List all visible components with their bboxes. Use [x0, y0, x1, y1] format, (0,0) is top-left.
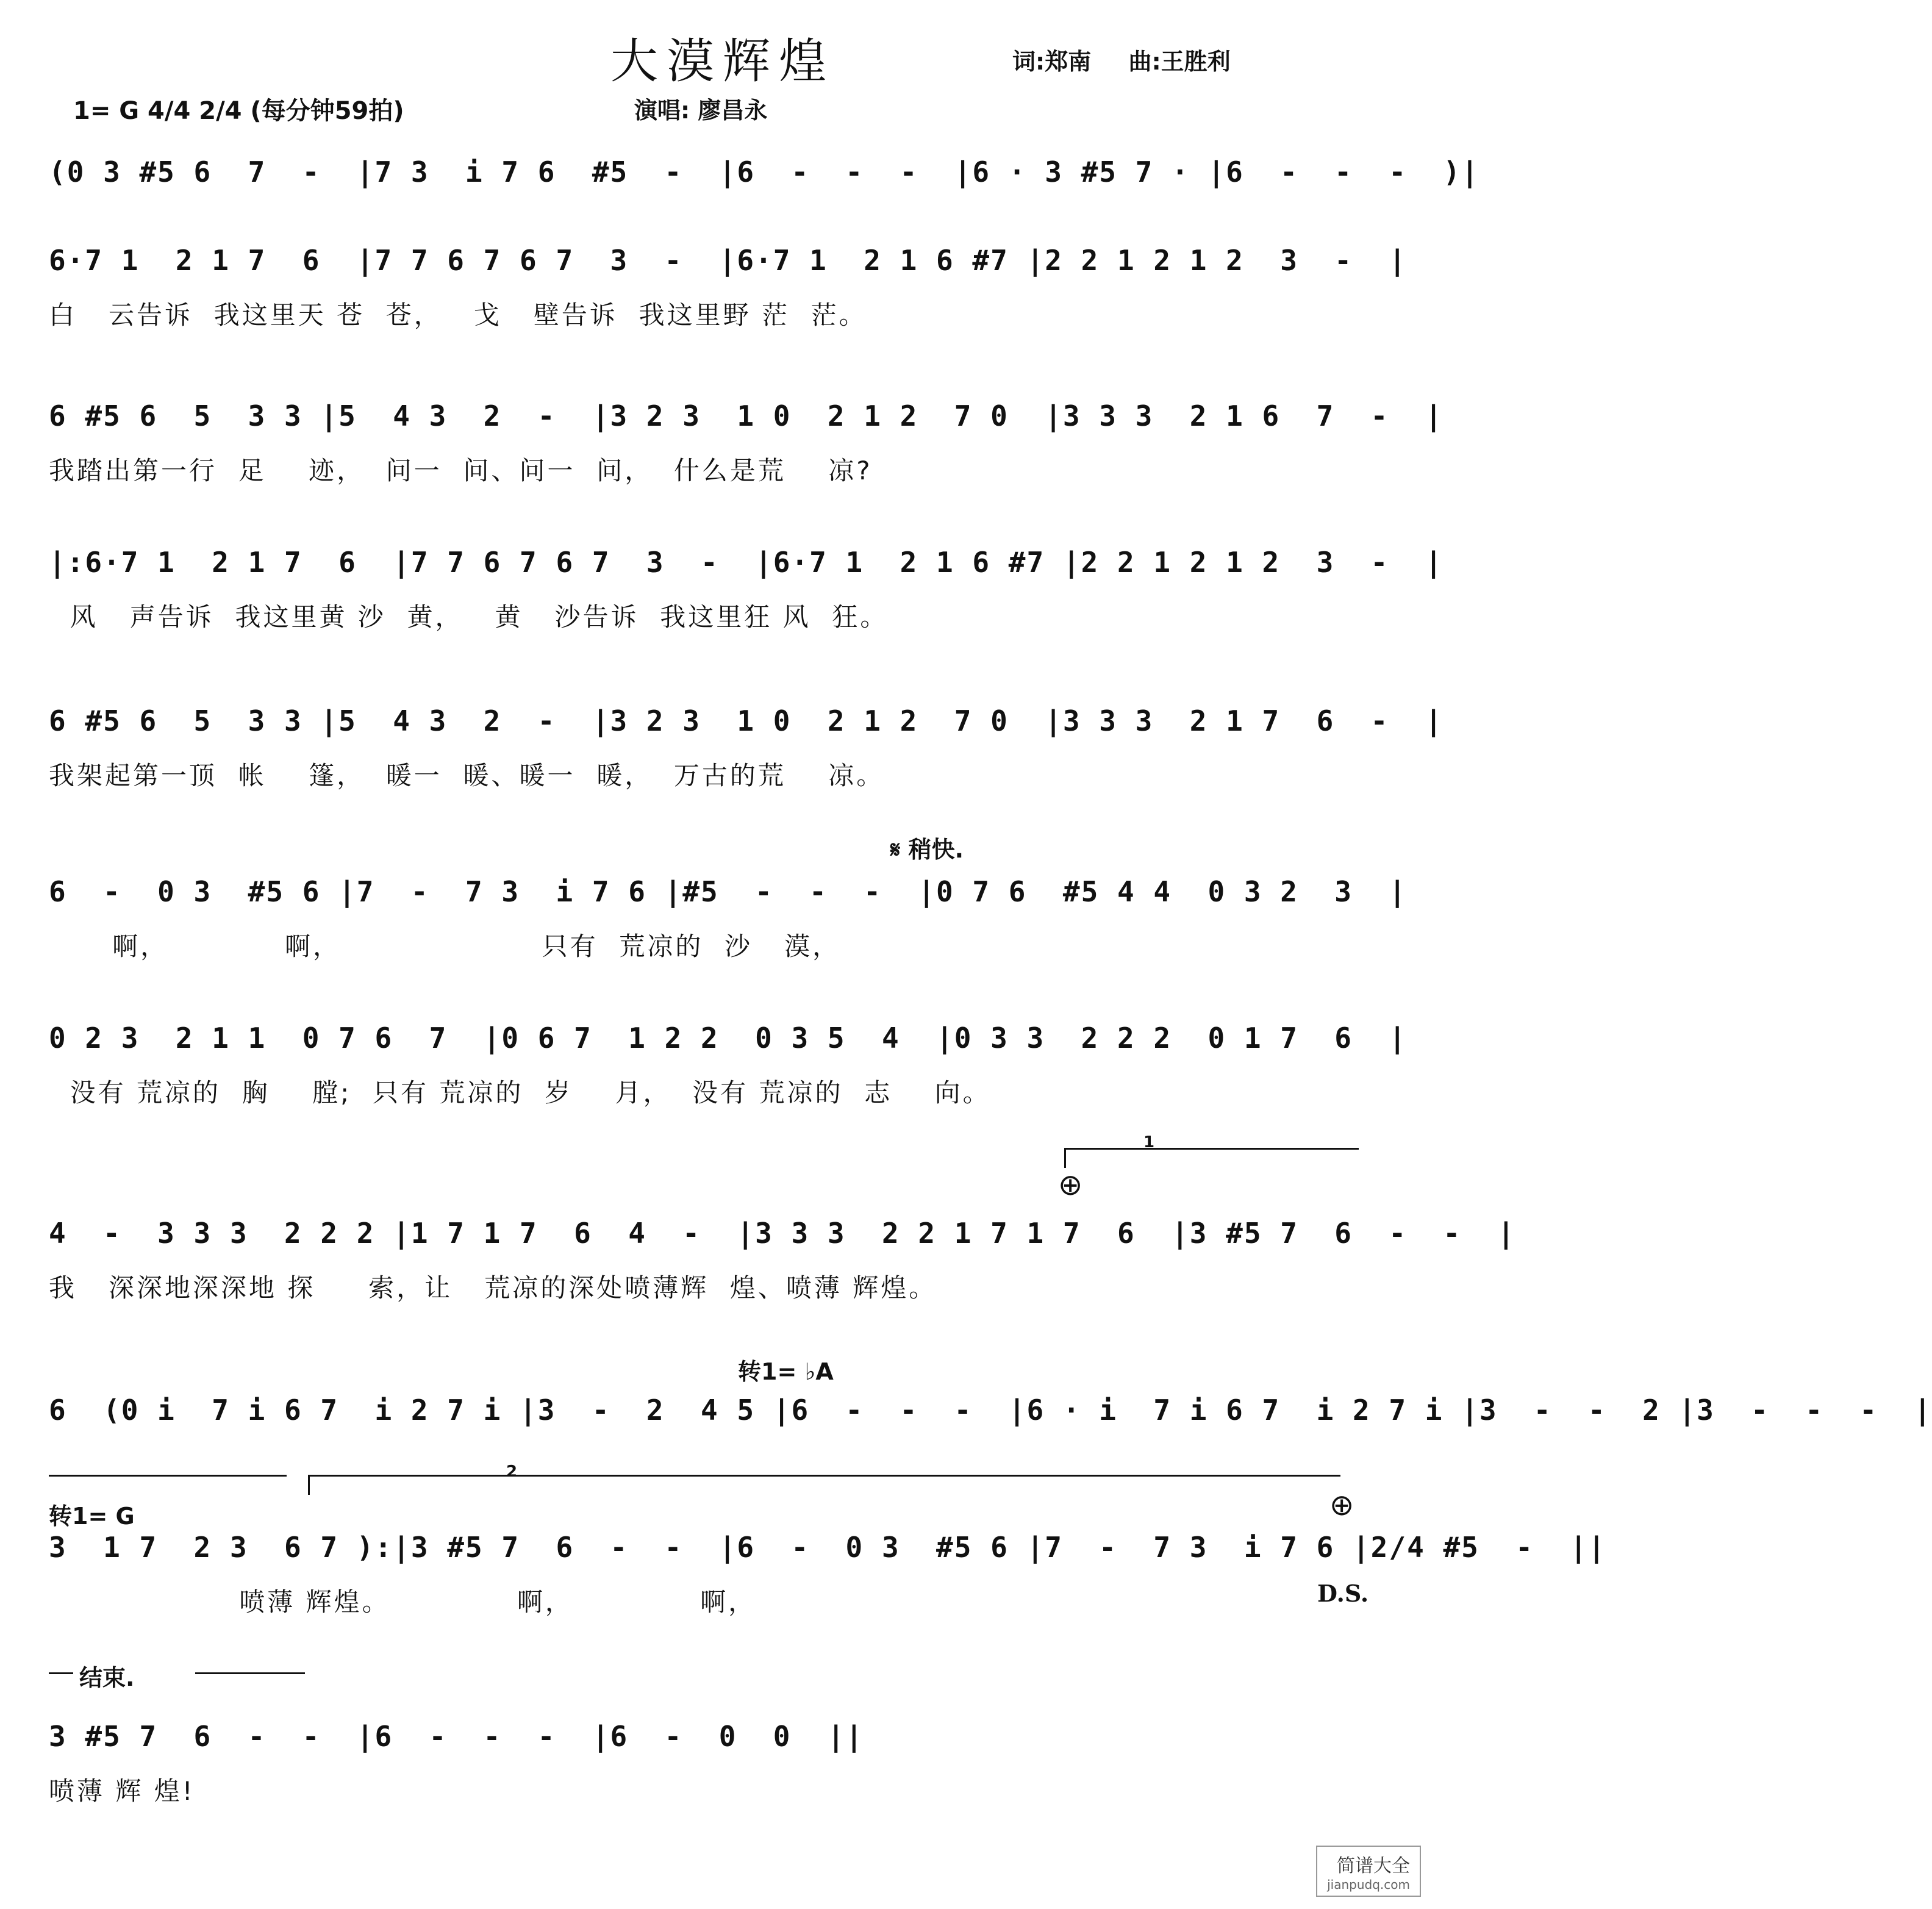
score-row-9 — [49, 1531, 1606, 1619]
notes: 6 - 0 3 #5 6 |7 - 7 3 i 7 6 |#5 - - - |0 7 6 #5 4 4 0 3 2 3 | — [49, 875, 1408, 908]
volta-2-bracket — [308, 1475, 1340, 1495]
key-tempo: 1= G 4/4 2/4 (每分钟59拍) — [73, 97, 404, 125]
lyrics: 我架起第一顶 帐 篷， 暖一 暖、暖一 暖， 万古的荒 凉。 — [49, 761, 885, 790]
coda-icon: ⊕ — [1058, 1168, 1083, 1202]
ending-label: 结束. — [79, 1664, 135, 1691]
score-row-4 — [49, 704, 1444, 792]
score-row-6 — [49, 1022, 1408, 1109]
score-row-3 — [49, 546, 1444, 634]
lyrics: 风 声告诉 我这里黄 沙 黄， 黄 沙告诉 我这里狂 风 狂。 — [49, 602, 889, 632]
notes: 6 (0 i 7 i 6 7 i 2 7 i |3 - 2 4 5 |6 - - - |6 · i 7 i 6 7 i 2 7 i |3 - - 2 |3 - - - | — [49, 1394, 1932, 1427]
volta-1-label: 1 — [1143, 1133, 1155, 1151]
score-row-7 — [49, 1217, 1516, 1305]
lyrics: 啊， 啊， 只有 荒凉的 沙 漠， — [49, 931, 841, 961]
notes: 6·7 1 2 1 7 6 |7 7 6 7 6 7 3 - |6·7 1 2 1 6 #7 |2 2 1 2 1 2 3 - | — [49, 244, 1408, 277]
credits — [1012, 43, 1260, 76]
score-row-8 — [49, 1394, 1932, 1427]
tempo-change: 稍快. — [908, 836, 964, 863]
score-row-2 — [49, 399, 1444, 487]
score-row-1 — [49, 244, 1408, 332]
notes: 3 #5 7 6 - - |6 - - - |6 - 0 0 || — [49, 1720, 864, 1753]
notes: 4 - 3 3 3 2 2 2 |1 7 1 7 6 4 - |3 3 3 2 2 1 7 1 7 6 |3 #5 7 6 - - | — [49, 1217, 1516, 1250]
watermark-logo — [1316, 1846, 1421, 1897]
song-title: 大漠辉煌 — [610, 34, 835, 89]
modulation-ab: 转1= ♭A — [738, 1358, 834, 1385]
ending-bracket-left — [49, 1672, 73, 1674]
composer: 曲:王胜利 — [1128, 48, 1231, 75]
score-row-intro — [49, 156, 1479, 188]
lyrics: 白 云告诉 我这里天 苍 苍， 戈 壁告诉 我这里野 茫 茫。 — [49, 300, 867, 330]
notes: 0 2 3 2 1 1 0 7 6 7 |0 6 7 1 2 2 0 3 5 4 |0 3 3 2 2 2 0 1 7 6 | — [49, 1022, 1408, 1055]
coda-icon-2: ⊕ — [1329, 1488, 1354, 1522]
lyrics: 我 深深地深深地 探 索，让 荒凉的深处喷薄辉 煌、喷薄 辉煌。 — [49, 1273, 937, 1303]
notes: |:6·7 1 2 1 7 6 |7 7 6 7 6 7 3 - |6·7 1 2 1 6 #7 |2 2 1 2 1 2 3 - | — [49, 546, 1444, 579]
volta-2-label: 2 — [506, 1463, 518, 1481]
notes: (0 3 #5 6 7 - |7 3 i 7 6 #5 - |6 - - - |6 · 3 #5 7 · |6 - - - )| — [49, 156, 1479, 188]
ending-bracket-right — [195, 1672, 305, 1674]
lyricist: 词:郑南 — [1012, 48, 1092, 75]
watermark-name: 简谱大全 — [1337, 1855, 1410, 1877]
score-row-10 — [49, 1720, 1390, 1808]
singer: 演唱: 廖昌永 — [634, 97, 768, 124]
segno-icon: 𝄋 — [890, 836, 901, 863]
lyrics: 没有 荒凉的 胸 膛; 只有 荒凉的 岁 月， 没有 荒凉的 志 向。 — [49, 1078, 991, 1108]
lyrics: 我踏出第一行 足 迹， 问一 问、问一 问， 什么是荒 凉? — [49, 456, 873, 485]
segno-tempo — [890, 831, 964, 864]
lyrics: 喷薄 辉 煌! — [49, 1776, 195, 1806]
notes: 6 #5 6 5 3 3 |5 4 3 2 - |3 2 3 1 0 2 1 2 7 0 |3 3 3 2 1 7 6 - | — [49, 704, 1444, 737]
score-row-5 — [49, 875, 1408, 963]
dal-segno: D.S. — [1317, 1580, 1369, 1607]
notes: 6 #5 6 5 3 3 |5 4 3 2 - |3 2 3 1 0 2 1 2 7 0 |3 3 3 2 1 6 7 - | — [49, 399, 1444, 432]
watermark-url: jianpudq.com — [1327, 1877, 1410, 1892]
notes: 3 1 7 2 3 6 7 ):|3 #5 7 6 - - |6 - 0 3 #5 6 |7 - 7 3 i 7 6 |2/4 #5 - || — [49, 1531, 1606, 1564]
modulation-g: 转1= G — [49, 1503, 135, 1530]
lyrics: 喷薄 辉煌。 啊， 啊， — [49, 1587, 757, 1617]
volta-1-bracket — [1064, 1148, 1359, 1168]
volta-1-continuation — [49, 1475, 287, 1477]
